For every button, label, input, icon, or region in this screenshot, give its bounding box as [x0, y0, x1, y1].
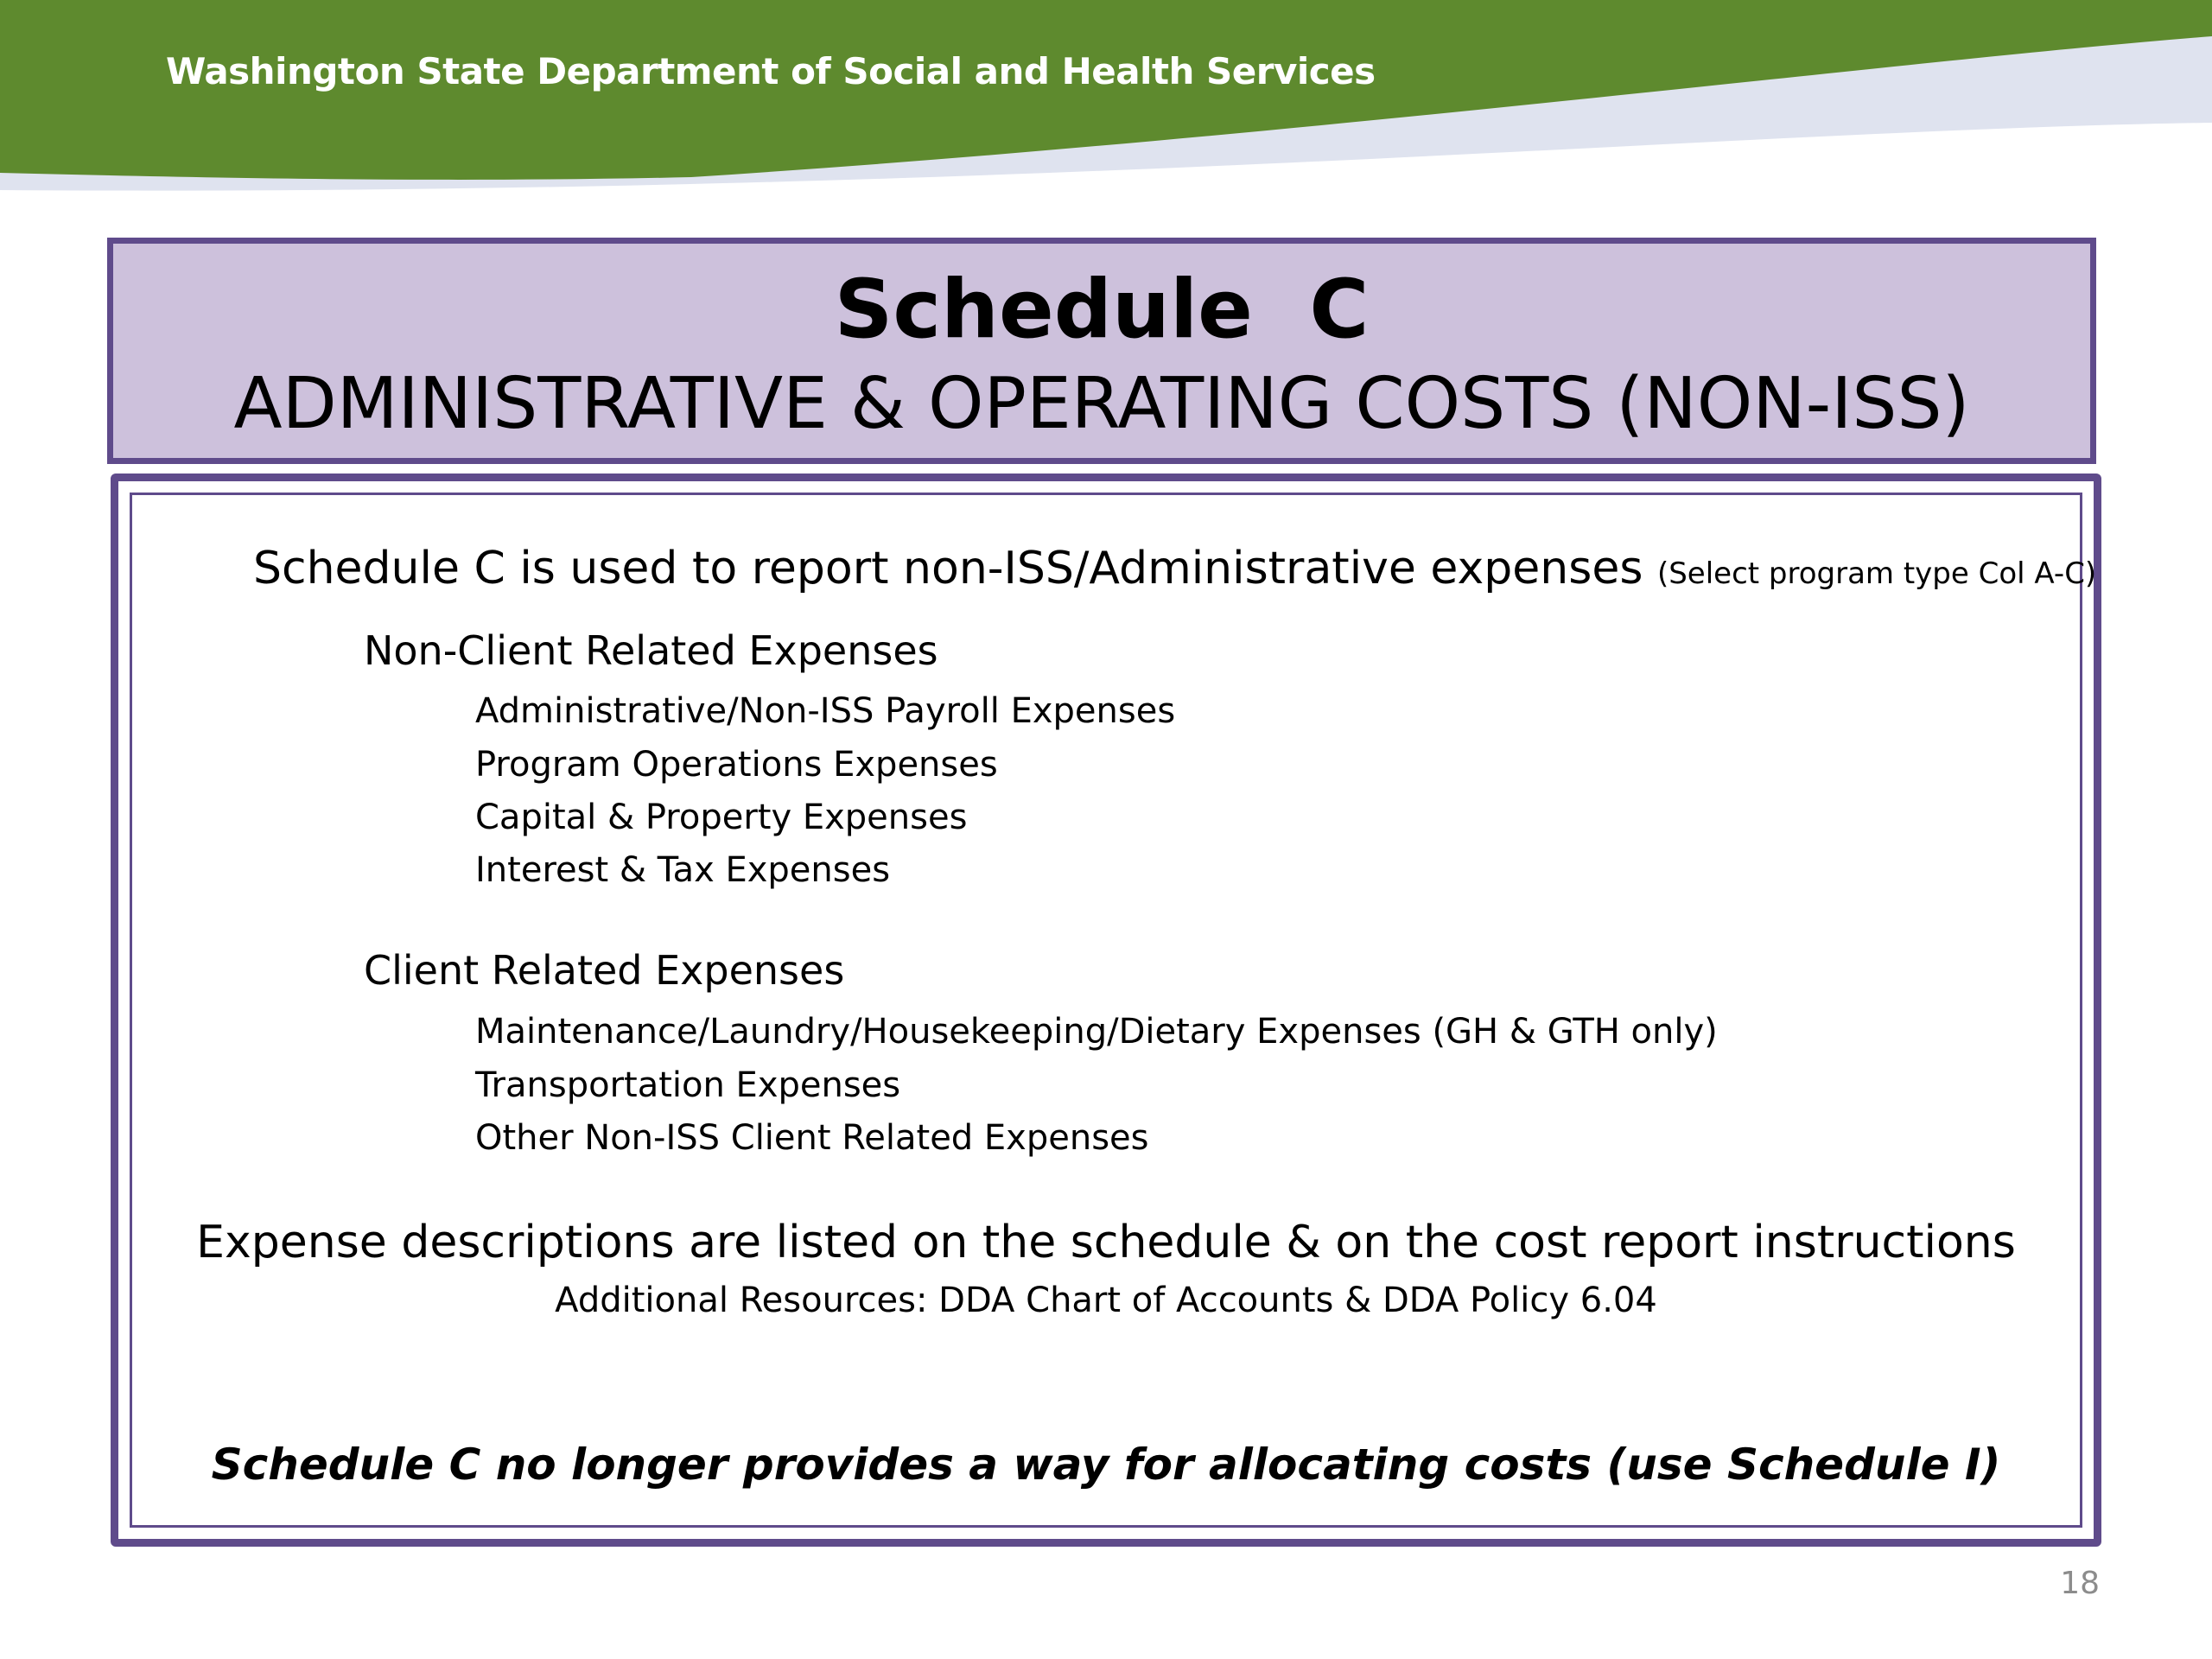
- intro-line: [253, 543, 2096, 594]
- allocation-note: Schedule C no longer provides a way for allocating costs (use Schedule I): [211, 1440, 2001, 1490]
- organization-name: Washington State Department of Social and Health Services: [166, 50, 1376, 92]
- list-item: Transportation Expenses: [475, 1065, 901, 1105]
- list-item: Maintenance/Laundry/Housekeeping/Dietary Expenses (GH & GTH only): [475, 1012, 1718, 1052]
- list-item: Program Operations Expenses: [475, 745, 998, 785]
- banner-background: [0, 0, 2212, 207]
- resources-text: Additional Resources: DDA Chart of Accounts & DDA Policy 6.04: [555, 1281, 1657, 1320]
- slide-title: Schedule C: [834, 263, 1370, 357]
- client-heading: Client Related Expenses: [364, 947, 845, 994]
- page-number: 18: [2060, 1566, 2100, 1601]
- descriptions-text: Expense descriptions are listed on the schedule & on the cost report instructions: [196, 1217, 2016, 1268]
- slide-subtitle: ADMINISTRATIVE & OPERATING COSTS (NON-ISS): [233, 363, 1970, 445]
- list-item: Capital & Property Expenses: [475, 798, 968, 837]
- list-item: Other Non-ISS Client Related Expenses: [475, 1118, 1149, 1158]
- intro-note: (Select program type Col A-C): [1656, 556, 2097, 591]
- intro-text: Schedule C is used to report non-ISS/Administrative expenses: [253, 543, 1643, 594]
- list-item: Administrative/Non-ISS Payroll Expenses: [475, 691, 1176, 731]
- title-box: [107, 238, 2096, 464]
- list-item: Interest & Tax Expenses: [475, 850, 891, 890]
- header-banner: [0, 0, 2212, 207]
- non-client-heading: Non-Client Related Expenses: [364, 627, 938, 674]
